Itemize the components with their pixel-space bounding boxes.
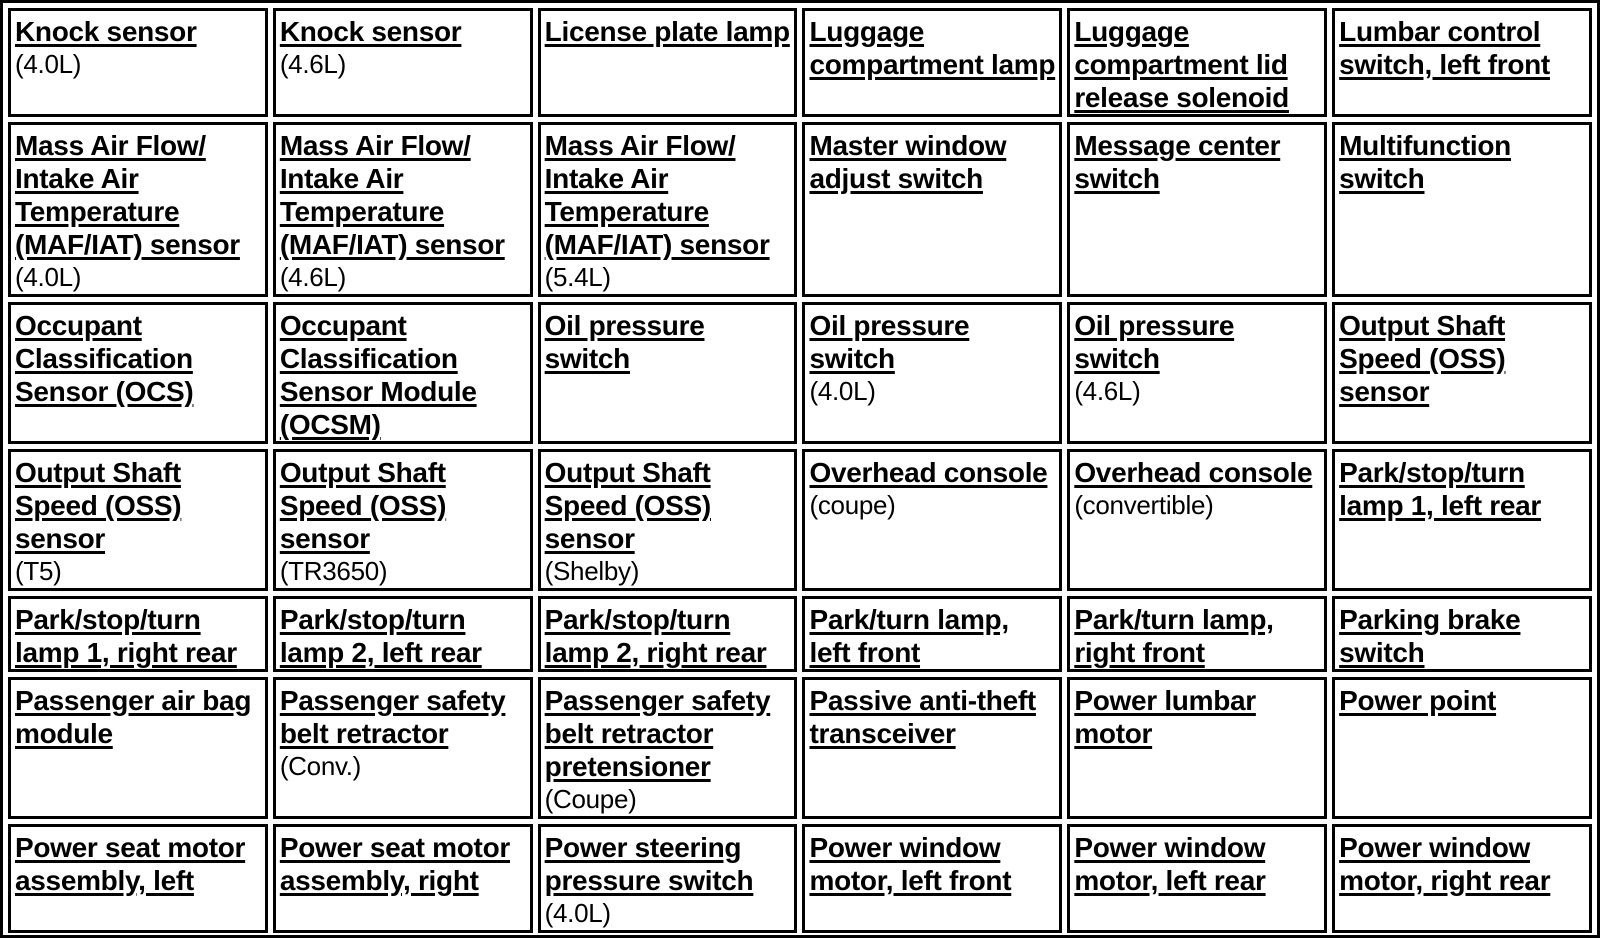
component-cell xyxy=(273,302,533,444)
component-cell xyxy=(538,449,798,591)
component-note: (4.6L) xyxy=(1074,376,1141,406)
component-cell xyxy=(273,596,533,672)
component-link[interactable]: Master window adjust switch xyxy=(809,130,1007,194)
component-note: (5.4L) xyxy=(544,262,611,292)
component-cell xyxy=(538,677,798,819)
component-link[interactable]: Park/stop/turn lamp 1, left rear xyxy=(1339,457,1542,521)
component-link[interactable]: Power window motor, right rear xyxy=(1339,832,1551,896)
component-link[interactable]: Oil pressure switch xyxy=(544,310,705,374)
component-link[interactable]: Output Shaft Speed (OSS) sensor xyxy=(1339,310,1506,407)
component-grid xyxy=(3,3,1597,938)
component-cell xyxy=(802,302,1062,444)
component-cell xyxy=(1067,824,1327,933)
table-row xyxy=(8,122,1592,297)
component-link[interactable]: Park/stop/turn lamp 1, right rear xyxy=(15,604,237,668)
component-cell xyxy=(273,677,533,819)
component-note: (Conv.) xyxy=(279,751,362,781)
table-row xyxy=(8,8,1592,117)
component-cell xyxy=(273,8,533,117)
component-cell xyxy=(273,122,533,297)
component-note: (4.0L) xyxy=(544,898,611,928)
component-link[interactable]: Passive anti-theft transceiver xyxy=(809,685,1036,749)
component-cell xyxy=(8,596,268,672)
component-cell xyxy=(1067,449,1327,591)
component-cell xyxy=(1067,677,1327,819)
component-note: (4.6L) xyxy=(279,262,346,292)
component-link[interactable]: Output Shaft Speed (OSS) sensor xyxy=(279,457,447,554)
component-cell xyxy=(8,824,268,933)
component-link[interactable]: Park/turn lamp, right front xyxy=(1074,604,1274,668)
component-note: (Shelby) xyxy=(544,556,640,586)
component-cell xyxy=(8,449,268,591)
component-note: (convertible) xyxy=(1074,490,1214,520)
component-cell xyxy=(1332,302,1592,444)
component-note: (4.0L) xyxy=(15,49,82,79)
component-link[interactable]: Parking brake switch xyxy=(1339,604,1521,668)
table-row xyxy=(8,677,1592,819)
component-note: (T5) xyxy=(15,556,62,586)
component-link[interactable]: Park/stop/turn lamp 2, right rear xyxy=(544,604,767,668)
component-link[interactable]: Overhead console xyxy=(809,457,1048,488)
component-link[interactable]: Overhead console xyxy=(1074,457,1313,488)
component-link[interactable]: Park/stop/turn lamp 2, left rear xyxy=(279,604,482,668)
component-link[interactable]: Luggage compartment lamp xyxy=(809,16,1056,80)
component-link[interactable]: Output Shaft Speed (OSS) sensor xyxy=(15,457,182,554)
component-link[interactable]: Passenger safety belt retractor xyxy=(279,685,506,749)
component-cell xyxy=(1332,824,1592,933)
component-note: (TR3650) xyxy=(279,556,388,586)
component-link[interactable]: Multifunction switch xyxy=(1339,130,1511,194)
component-cell xyxy=(802,8,1062,117)
component-cell xyxy=(1332,596,1592,672)
component-cell xyxy=(538,122,798,297)
component-link[interactable]: Mass Air Flow/ Intake Air Temperature (MAF/IAT) sensor xyxy=(279,130,505,260)
component-link[interactable]: Power seat motor assembly, left xyxy=(15,832,246,896)
component-cell xyxy=(802,677,1062,819)
component-cell xyxy=(1332,449,1592,591)
component-note: (4.0L) xyxy=(15,262,82,292)
component-link[interactable]: Mass Air Flow/ Intake Air Temperature (MAF/IAT) sensor xyxy=(15,130,240,260)
component-note: (coupe) xyxy=(809,490,896,520)
component-cell xyxy=(8,677,268,819)
component-link[interactable]: Knock sensor xyxy=(279,16,462,47)
component-cell xyxy=(538,824,798,933)
component-link[interactable]: Knock sensor xyxy=(15,16,197,47)
component-cell xyxy=(802,596,1062,672)
component-note: (4.6L) xyxy=(279,49,346,79)
component-cell xyxy=(8,302,268,444)
component-cell xyxy=(1067,122,1327,297)
component-link[interactable]: Mass Air Flow/ Intake Air Temperature (MAF/IAT) sensor xyxy=(544,130,770,260)
component-cell xyxy=(538,596,798,672)
component-link[interactable]: Power point xyxy=(1339,685,1497,716)
component-cell xyxy=(802,122,1062,297)
component-link[interactable]: License plate lamp xyxy=(544,16,790,47)
component-link[interactable]: Power window motor, left front xyxy=(809,832,1012,896)
component-cell xyxy=(538,302,798,444)
component-cell xyxy=(1067,8,1327,117)
component-link[interactable]: Power steering pressure switch xyxy=(544,832,754,896)
component-link[interactable]: Oil pressure switch xyxy=(809,310,970,374)
component-link[interactable]: Passenger air bag module xyxy=(15,685,252,749)
table-row xyxy=(8,302,1592,444)
table-row xyxy=(8,596,1592,672)
component-note: (4.0L) xyxy=(809,376,876,406)
component-cell xyxy=(802,824,1062,933)
component-cell xyxy=(8,8,268,117)
component-cell xyxy=(1067,596,1327,672)
component-cell xyxy=(1067,302,1327,444)
component-link[interactable]: Oil pressure switch xyxy=(1074,310,1235,374)
component-link[interactable]: Luggage compartment lid release solenoid xyxy=(1074,16,1289,113)
component-cell xyxy=(1332,122,1592,297)
component-cell xyxy=(8,122,268,297)
component-link[interactable]: Power lumbar motor xyxy=(1074,685,1256,749)
component-link[interactable]: Occupant Classification Sensor (OCS) xyxy=(15,310,194,407)
component-note: (Coupe) xyxy=(544,784,637,814)
component-link[interactable]: Output Shaft Speed (OSS) sensor xyxy=(544,457,711,554)
table-row xyxy=(8,449,1592,591)
component-link[interactable]: Message center switch xyxy=(1074,130,1281,194)
component-cell xyxy=(1332,677,1592,819)
component-cell xyxy=(273,824,533,933)
component-link[interactable]: Park/turn lamp, left front xyxy=(809,604,1009,668)
component-link[interactable]: Passenger safety belt retractor pretensioner xyxy=(544,685,771,782)
component-cell xyxy=(1332,8,1592,117)
table-row xyxy=(8,824,1592,933)
component-link[interactable]: Occupant Classification Sensor Module (OCSM) xyxy=(279,310,477,440)
component-cell xyxy=(273,449,533,591)
component-cell xyxy=(538,8,798,117)
component-cell xyxy=(802,449,1062,591)
component-link[interactable]: Power seat motor assembly, right xyxy=(279,832,510,896)
component-link[interactable]: Power window motor, left rear xyxy=(1074,832,1266,896)
component-link[interactable]: Lumbar control switch, left front xyxy=(1339,16,1550,80)
